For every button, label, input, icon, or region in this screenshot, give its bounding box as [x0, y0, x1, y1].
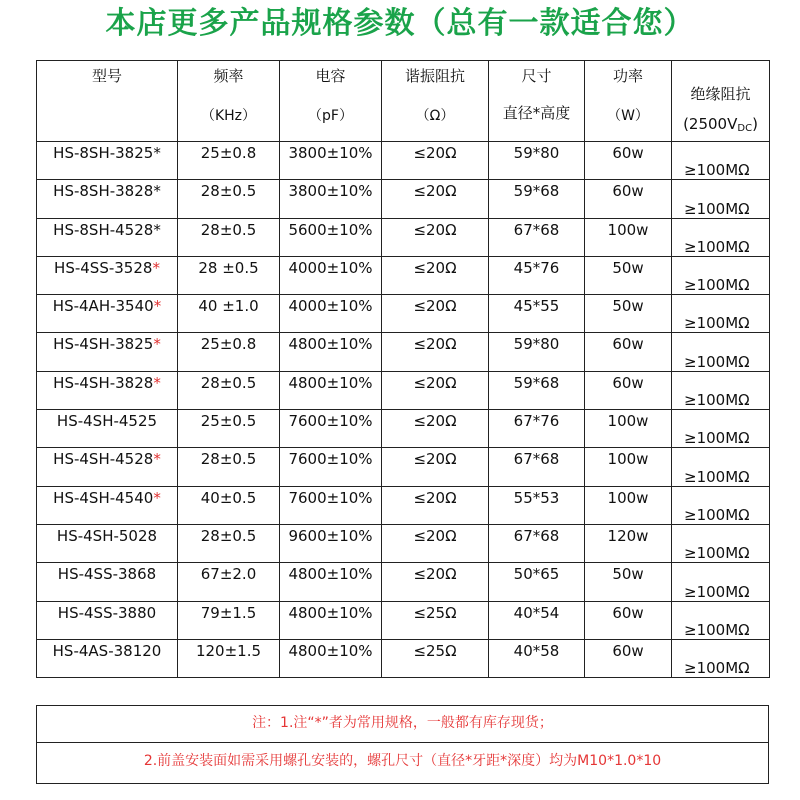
table-row — [37, 142, 770, 180]
header-frequency: 频率 （KHz） — [178, 61, 280, 142]
cell-impedance: ≤20Ω — [382, 295, 489, 333]
cell-size: 45*76 — [489, 256, 585, 294]
cell-model: HS-4SH-4525 — [37, 410, 178, 448]
cell-capacitance: 7600±10% — [280, 486, 382, 524]
cell-power: 50w — [585, 563, 672, 601]
cell-model: HS-4SH-4540* — [37, 486, 178, 524]
table-row — [37, 371, 770, 409]
cell-capacitance: 4800±10% — [280, 563, 382, 601]
cell-size: 50*65 — [489, 563, 585, 601]
cell-size: 67*68 — [489, 218, 585, 256]
cell-size: 67*68 — [489, 524, 585, 562]
cell-insulation: ≥100MΩ — [672, 563, 770, 601]
table-row — [37, 601, 770, 639]
common-spec-star: * — [153, 297, 162, 316]
cell-impedance: ≤20Ω — [382, 218, 489, 256]
cell-impedance: ≤20Ω — [382, 142, 489, 180]
cell-insulation: ≥100MΩ — [672, 333, 770, 371]
cell-power: 100w — [585, 410, 672, 448]
cell-insulation: ≥100MΩ — [672, 371, 770, 409]
cell-power: 60w — [585, 601, 672, 639]
common-spec-star: * — [153, 220, 161, 239]
cell-power: 60w — [585, 142, 672, 180]
cell-insulation: ≥100MΩ — [672, 256, 770, 294]
table-row — [37, 295, 770, 333]
cell-capacitance: 5600±10% — [280, 218, 382, 256]
cell-frequency: 25±0.8 — [178, 333, 280, 371]
common-spec-star: * — [153, 373, 161, 392]
table-row — [37, 639, 770, 677]
cell-insulation: ≥100MΩ — [672, 486, 770, 524]
page-title: 本店更多产品规格参数（总有一款适合您） — [105, 6, 695, 41]
cell-model: HS-4AS-38120 — [37, 639, 178, 677]
header-size: 尺寸 直径*高度 — [489, 61, 585, 142]
cell-size: 55*53 — [489, 486, 585, 524]
table-row — [37, 410, 770, 448]
common-spec-star: * — [153, 335, 161, 354]
cell-size: 59*80 — [489, 142, 585, 180]
table-row — [37, 333, 770, 371]
cell-impedance: ≤20Ω — [382, 563, 489, 601]
cell-power: 60w — [585, 333, 672, 371]
cell-frequency: 40 ±1.0 — [178, 295, 280, 333]
cell-power: 60w — [585, 371, 672, 409]
cell-model: HS-4SH-5028 — [37, 524, 178, 562]
cell-model: HS-4SH-4528* — [37, 448, 178, 486]
cell-frequency: 67±2.0 — [178, 563, 280, 601]
header-capacitance: 电容 （pF） — [280, 61, 382, 142]
header-resonant-impedance: 谐振阻抗 （Ω） — [382, 61, 489, 142]
cell-frequency: 120±1.5 — [178, 639, 280, 677]
header-insulation-impedance: 绝缘阻抗 $(2500V_{DC})$ — [672, 61, 770, 142]
cell-capacitance: 4800±10% — [280, 639, 382, 677]
cell-frequency: 25±0.5 — [178, 410, 280, 448]
cell-capacitance: 3800±10% — [280, 142, 382, 180]
cell-power: 100w — [585, 448, 672, 486]
cell-impedance: ≤20Ω — [382, 410, 489, 448]
cell-size: 67*76 — [489, 410, 585, 448]
table-row — [37, 448, 770, 486]
note-common-specs: 注：1.注“*”者为常用规格，一般都有库存现货； — [36, 705, 769, 743]
cell-model: HS-4SS-3528* — [37, 256, 178, 294]
cell-capacitance: 4800±10% — [280, 371, 382, 409]
table-row — [37, 524, 770, 562]
cell-model: HS-4AH-3540* — [37, 295, 178, 333]
cell-impedance: ≤25Ω — [382, 639, 489, 677]
cell-size: 67*68 — [489, 448, 585, 486]
cell-frequency: 28±0.5 — [178, 218, 280, 256]
cell-power: 120w — [585, 524, 672, 562]
cell-model: HS-8SH-4528* — [37, 218, 178, 256]
common-spec-star: * — [153, 182, 161, 201]
cell-size: 59*68 — [489, 180, 585, 218]
cell-impedance: ≤20Ω — [382, 180, 489, 218]
cell-insulation: ≥100MΩ — [672, 448, 770, 486]
header-power: 功率 （W） — [585, 61, 672, 142]
cell-capacitance: 4000±10% — [280, 295, 382, 333]
cell-impedance: ≤20Ω — [382, 256, 489, 294]
cell-size: 45*55 — [489, 295, 585, 333]
cell-impedance: ≤25Ω — [382, 601, 489, 639]
cell-insulation: ≥100MΩ — [672, 410, 770, 448]
cell-capacitance: 4000±10% — [280, 256, 382, 294]
cell-capacitance: 4800±10% — [280, 333, 382, 371]
cell-model: HS-8SH-3825* — [37, 142, 178, 180]
cell-capacitance: 7600±10% — [280, 410, 382, 448]
cell-power: 60w — [585, 639, 672, 677]
cell-insulation: ≥100MΩ — [672, 524, 770, 562]
cell-impedance: ≤20Ω — [382, 448, 489, 486]
cell-model: HS-4SH-3825* — [37, 333, 178, 371]
cell-size: 59*80 — [489, 333, 585, 371]
cell-insulation: ≥100MΩ — [672, 601, 770, 639]
cell-size: 40*54 — [489, 601, 585, 639]
cell-power: 100w — [585, 218, 672, 256]
table-row — [37, 218, 770, 256]
cell-insulation: ≥100MΩ — [672, 180, 770, 218]
cell-frequency: 28±0.5 — [178, 180, 280, 218]
cell-capacitance: 3800±10% — [280, 180, 382, 218]
cell-power: 50w — [585, 256, 672, 294]
table-row — [37, 563, 770, 601]
note-screw-hole-size: 2.前盖安装面如需采用螺孔安装的，螺孔尺寸（直径*牙距*深度）均为M10*1.0*10 — [36, 742, 769, 784]
common-spec-star: * — [153, 450, 161, 469]
header-model: 型号 — [37, 61, 178, 142]
cell-capacitance: 7600±10% — [280, 448, 382, 486]
cell-insulation: ≥100MΩ — [672, 218, 770, 256]
cell-model: HS-4SH-3828* — [37, 371, 178, 409]
cell-impedance: ≤20Ω — [382, 524, 489, 562]
cell-power: 100w — [585, 486, 672, 524]
cell-frequency: 79±1.5 — [178, 601, 280, 639]
cell-model: HS-4SS-3880 — [37, 601, 178, 639]
table-row — [37, 256, 770, 294]
cell-insulation: ≥100MΩ — [672, 295, 770, 333]
cell-frequency: 28±0.5 — [178, 524, 280, 562]
cell-frequency: 28±0.5 — [178, 371, 280, 409]
cell-impedance: ≤20Ω — [382, 486, 489, 524]
common-spec-star: * — [153, 488, 161, 507]
cell-power: 60w — [585, 180, 672, 218]
spec-table — [36, 60, 770, 678]
cell-model: HS-4SS-3868 — [37, 563, 178, 601]
table-header-row — [37, 61, 770, 142]
cell-capacitance: 4800±10% — [280, 601, 382, 639]
cell-frequency: 40±0.5 — [178, 486, 280, 524]
cell-model: HS-8SH-3828* — [37, 180, 178, 218]
cell-capacitance: 9600±10% — [280, 524, 382, 562]
cell-insulation: ≥100MΩ — [672, 142, 770, 180]
cell-size: 40*58 — [489, 639, 585, 677]
table-row — [37, 180, 770, 218]
cell-insulation: ≥100MΩ — [672, 639, 770, 677]
cell-frequency: 25±0.8 — [178, 142, 280, 180]
cell-frequency: 28±0.5 — [178, 448, 280, 486]
cell-power: 50w — [585, 295, 672, 333]
cell-impedance: ≤20Ω — [382, 333, 489, 371]
cell-size: 59*68 — [489, 371, 585, 409]
cell-frequency: 28 ±0.5 — [178, 256, 280, 294]
common-spec-star: * — [152, 258, 160, 277]
table-row — [37, 486, 770, 524]
common-spec-star: * — [153, 144, 161, 162]
cell-impedance: ≤20Ω — [382, 371, 489, 409]
